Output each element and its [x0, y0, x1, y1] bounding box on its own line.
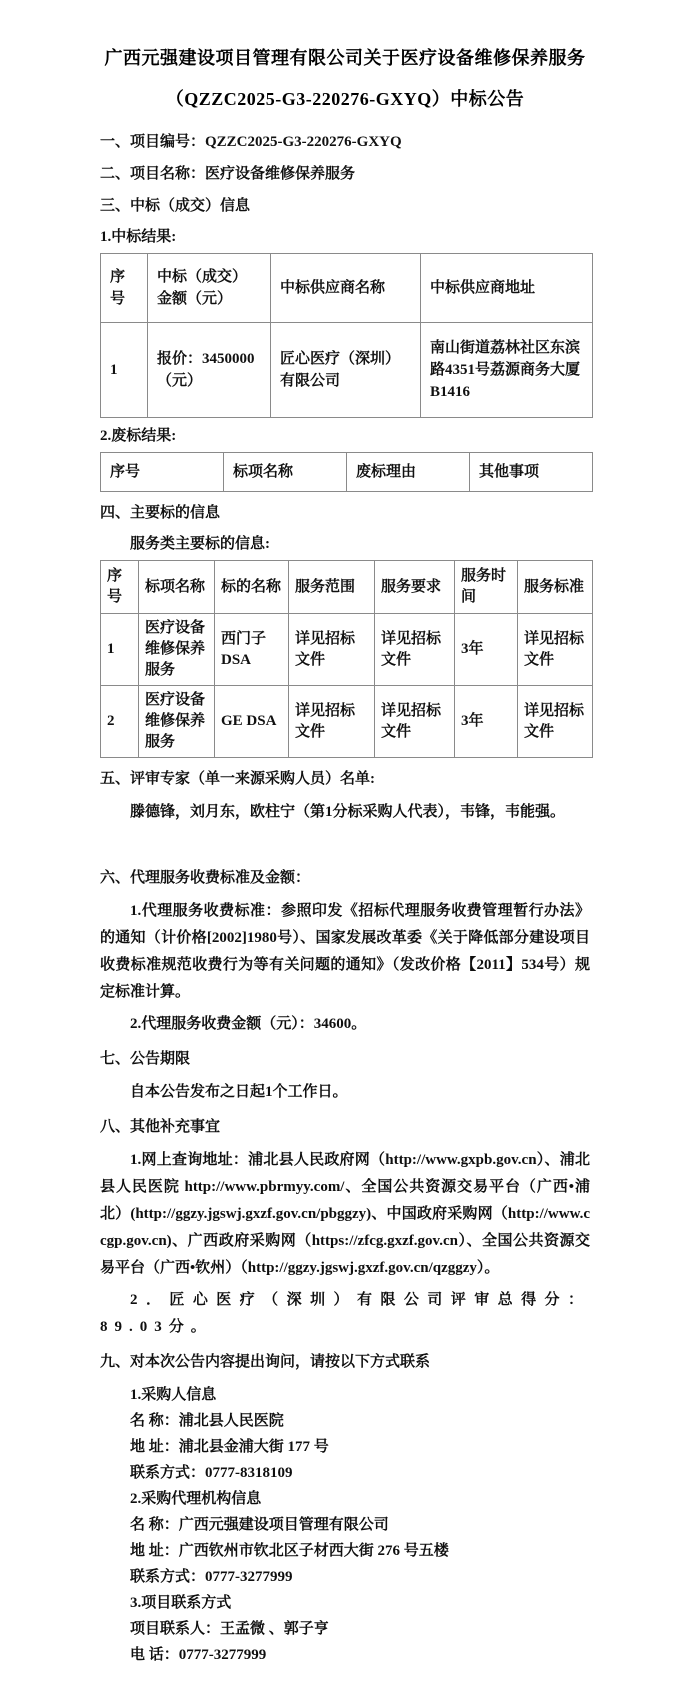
project-contact-person: 项目联系人：王孟微 、郭子亨 [130, 1621, 329, 1637]
table-cell: 3年 [455, 614, 518, 686]
agency-contact: 联系方式：0777-3277999 [130, 1569, 293, 1585]
section-agency-fee: 六、代理服务收费标准及金额： [100, 870, 311, 886]
rejected-result-table [100, 452, 593, 492]
purchaser-address: 地 址：浦北县金浦大街 177 号 [130, 1439, 329, 1455]
column-header: 服务要求 [375, 561, 455, 614]
document-title-line2: （QZZC2025-G3-220276-GXYQ）中标公告 [165, 89, 525, 109]
agency-address: 地 址：广西钦州市钦北区子材西大街 276 号五楼 [130, 1543, 449, 1559]
table-row [101, 323, 593, 418]
table-cell-seq: 1 [101, 323, 148, 418]
section-project-number: 一、项目编号：QZZC2025-G3-220276-GXYQ [100, 134, 402, 150]
column-header: 序号 [101, 561, 139, 614]
table-cell: 西门子DSA [215, 614, 289, 686]
table-cell: 详见招标文件 [518, 686, 593, 758]
column-header: 服务标准 [518, 561, 593, 614]
table-cell: 3年 [455, 686, 518, 758]
column-header: 序号 [101, 453, 224, 492]
table-row [101, 614, 593, 686]
purchaser-contact: 联系方式：0777-8318109 [130, 1465, 293, 1481]
column-header: 标项名称 [224, 453, 347, 492]
section-announcement-period: 七、公告期限 [100, 1051, 191, 1067]
column-header: 标的名称 [215, 561, 289, 614]
award-result-table [100, 253, 593, 418]
service-subject-label: 服务类主要标的信息: [130, 536, 270, 552]
column-header: 标项名称 [139, 561, 215, 614]
table-cell: 医疗设备维修保养服务 [139, 614, 215, 686]
table-cell: 医疗设备维修保养服务 [139, 686, 215, 758]
section-other-matters: 八、其他补充事宜 [100, 1119, 221, 1135]
project-contact-phone: 电 话：0777-3277999 [130, 1647, 267, 1663]
table-cell: 2 [101, 686, 139, 758]
table-cell: 1 [101, 614, 139, 686]
review-experts-list: 滕德锋，刘月东，欧柱宁（第1分标采购人代表），韦锋，韦能强。 [130, 804, 566, 820]
table-cell-amount: 报价：3450000（元） [148, 323, 271, 418]
service-subject-table [100, 560, 593, 758]
column-header: 服务范围 [289, 561, 375, 614]
purchaser-name: 名 称：浦北县人民医院 [130, 1413, 284, 1429]
column-header: 中标供应商名称 [271, 254, 421, 323]
column-header: 中标（成交）金额（元） [148, 254, 271, 323]
award-result-label: 1.中标结果: [100, 229, 177, 245]
table-cell: 详见招标文件 [518, 614, 593, 686]
agency-info-label: 2.采购代理机构信息 [130, 1491, 262, 1507]
table-cell-address: 南山街道荔林社区东滨路4351号荔源商务大厦B1416 [421, 323, 593, 418]
rejected-result-label: 2.废标结果: [100, 428, 177, 444]
table-header-row [101, 453, 593, 492]
review-total-score: 2．匠心医疗（深圳）有限公司评审总得分：89.03分。 [100, 1292, 590, 1335]
column-header: 其他事项 [470, 453, 593, 492]
column-header: 服务时间 [455, 561, 518, 614]
spacer [100, 831, 590, 857]
table-header-row [101, 254, 593, 323]
document-title-line1: 广西元强建设项目管理有限公司关于医疗设备维修保养服务 [104, 48, 586, 68]
table-cell: 详见招标文件 [289, 686, 375, 758]
table-cell: 详见招标文件 [375, 686, 455, 758]
section-main-subject: 四、主要标的信息 [100, 505, 221, 521]
section-review-experts: 五、评审专家（单一来源采购人员）名单: [100, 771, 375, 787]
table-row [101, 686, 593, 758]
agency-fee-amount: 2.代理服务收费金额（元）：34600。 [130, 1016, 367, 1032]
section-contact-info: 九、对本次公告内容提出询问，请按以下方式联系 [100, 1354, 431, 1370]
online-query-addresses: 1.网上查询地址：浦北县人民政府网（http://www.gxpb.gov.cn）、浦北县人民医院 http://www.pbrmyy.com/、全国公共资源交易平台（广西•浦北）(http://ggzy.jgswj.gxzf.gov.cn/pbggzy)、中国政府采购网（http://www.ccgp.gov.cn)、广西政府采购网（https://zfcg.gxzf.gov.cn）、全国公共资源交易平台（广西•钦州）（http://ggzy.jgswj.gxzf.gov.cn/qzggzy）。 [100, 1152, 590, 1276]
table-cell: 详见招标文件 [289, 614, 375, 686]
column-header: 序号 [101, 254, 148, 323]
announcement-period-text: 自本公告发布之日起1个工作日。 [130, 1084, 348, 1100]
agency-name: 名 称：广西元强建设项目管理有限公司 [130, 1517, 389, 1533]
table-cell-supplier: 匠心医疗（深圳）有限公司 [271, 323, 421, 418]
table-header-row [101, 561, 593, 614]
column-header: 废标理由 [347, 453, 470, 492]
table-cell: GE DSA [215, 686, 289, 758]
section-award-info: 三、中标（成交）信息 [100, 198, 251, 214]
section-project-name: 二、项目名称：医疗设备维修保养服务 [100, 166, 356, 182]
column-header: 中标供应商地址 [421, 254, 593, 323]
table-cell: 详见招标文件 [375, 614, 455, 686]
agency-fee-standard: 1.代理服务收费标准：参照印发《招标代理服务收费管理暂行办法》的通知（计价格[2002]1980号）、国家发展改革委《关于降低部分建设项目收费标准规范收费行为等有关问题的通知》（发改价格【2011】534号）规定标准计算。 [100, 903, 590, 1000]
purchaser-info-label: 1.采购人信息 [130, 1387, 217, 1403]
project-contact-label: 3.项目联系方式 [130, 1595, 232, 1611]
